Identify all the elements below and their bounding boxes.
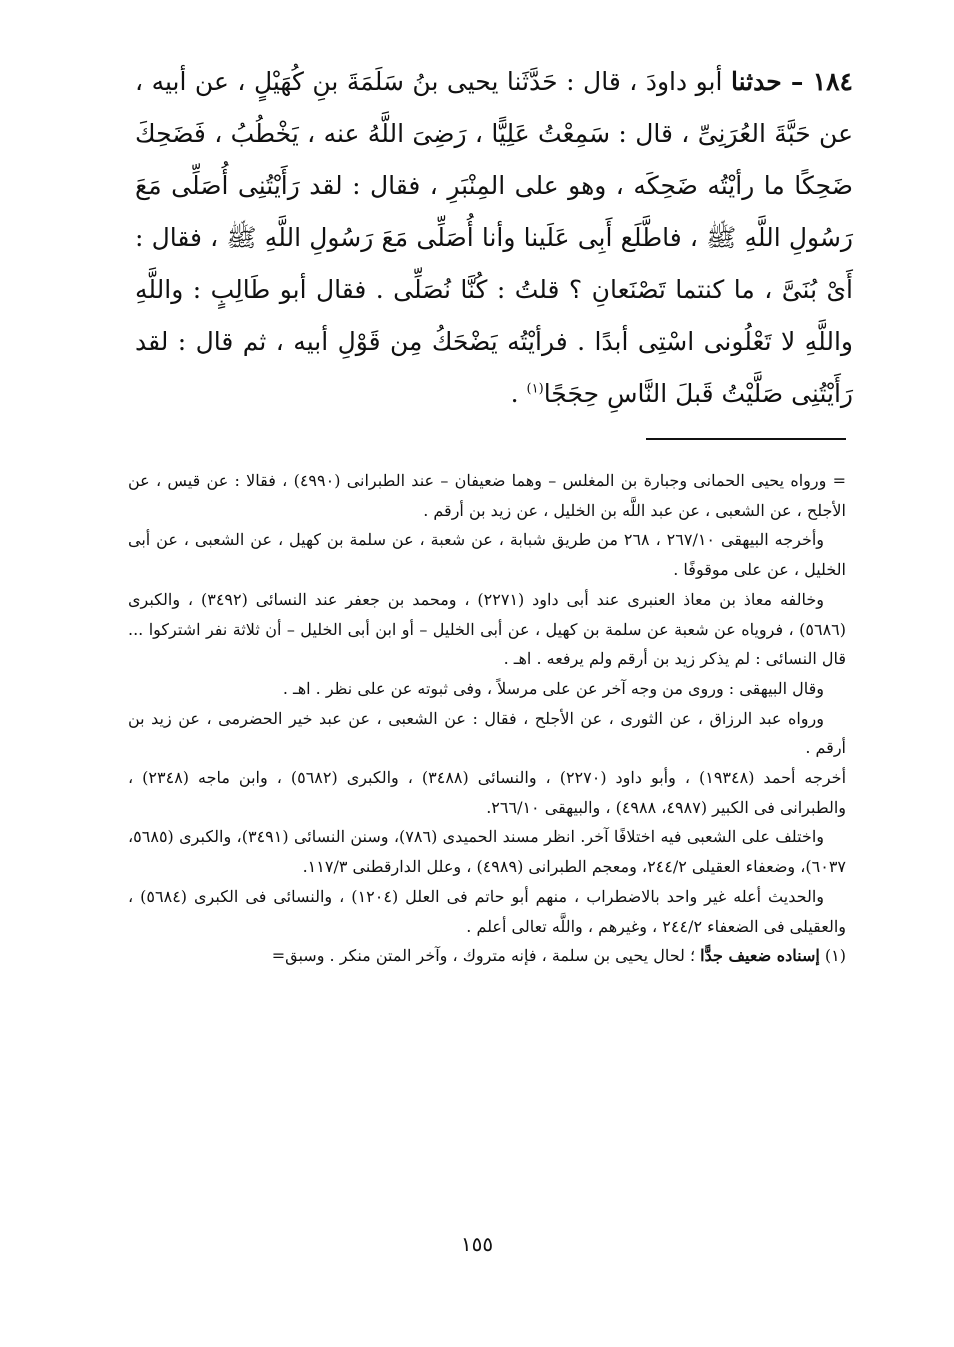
footnote-one [128,941,846,971]
footnote-paragraph: واختلف على الشعبى فيه اختلافًا آخر. انظر مسند الحميدى (٧٨٦)، وسنن النسائى (٣٤٩١)، والكبرى (٥٦٨٥، ٦٠٣٧)، وضعفاء العقيلى ٢٤٤/٢، ومعجم الطبرانى (٤٩٨٩) ، وعلل الدارقطنى ١١٧/٣. [128,827,846,877]
footnote-paragraph: والحديث أعله غير واحد بالاضطراب ، منهم أبو حاتم فى العلل (١٢٠٤) ، والنسائى فى الكبرى (٥٦٨٤) ، والعقيلى فى الضعفاء ٢٤٤/٢ ، وغيرهم ، واللَّه تعالى أعلم . [128,886,846,936]
footnote-paragraph: ورواه عبد الرزاق ، عن الثورى ، عن الأجلح ، فقال : عن الشعبى ، عن عبد خير الحضرمى ، عن زيد بن أرقم . [128,708,846,758]
hadith-number: ١٨٤ [812,67,853,96]
footnote-marker: (١) [526,381,544,397]
page-number: ١٥٥ [460,1232,494,1256]
hadith-text [135,56,853,420]
footnote-paragraph: وقال البيهقى : وروى من وجه آخر عن على مرسلاً ، وفى ثبوته عن على نظر . اهـ . [282,678,824,698]
footnote-paragraph: أخرجه أحمد (١٩٣٤٨) ، وأبو داود (٢٢٧٠) ، والنسائى (٣٤٨٨) ، والكبرى (٥٦٨٢) ، وابن ماجه (٢٣٤٨) ، والطبرانى فى الكبير (٤٩٨٧، ٤٩٨٨) ، والبيهقى ٢٦٦/١٠. [128,768,847,817]
footnote-paragraph: وخالفه معاذ بن معاذ العنبرى عند أبى داود (٢٢٧١) ، ومحمد بن جعفر عند النسائى (٣٤٩٢) ، والكبرى (٥٦٨٦) ، فروياه عن شعبة عن سلمة بن كهيل ، عن أبى الخليل – أو ابن أبى الخليل – أن ثلاثة نفر اشتركوا ... قال النسائى : لم يذكر زيد بن أرقم ولم يرفعه . اهـ . [128,589,846,669]
hadith-dash: – [781,67,813,96]
hadith-lead-word: حدثنا [730,67,782,96]
footnotes-section [128,466,846,971]
hadith-end: . [510,379,527,408]
footnote-paragraph: وأخرجه البيهقى ٢٦٧/١٠ ، ٢٦٨ من طريق شبابة ، عن شعبة ، عن سلمة بن كهيل ، عن الشعبى ، عن أبى الخليل ، عن على موقوفًا . [128,530,846,580]
hadith-paragraph [135,56,853,420]
footnote-one-grading: إسناده ضعيف جدًّا [700,946,820,966]
hadith-body: أبو داودَ ، قال : حَدَّثَنا يحيى بنُ سَلَمَةَ بنِ كُهَيْلٍ ، عن أبيه ، عن حَبَّةَ العُرَنِىِّ ، قال : سَمِعْتُ عَلِيًّا ، رَضِىَ اللَّهُ عنه ، يَخْطُبُ ، فَضَحِكَ ضَحِكًا ما رأيْتُه ضَحِكَه ، وهو على المِنْبَرِ ، فقال : لقد رَأَيْتُنِى أُصَلِّى مَعَ رَسُولِ اللَّهِ ﷺ ، فاطَّلَع أَبِى عَلَينا وأنا أُصَلِّى مَعَ رَسُولِ اللَّهِ ﷺ ، فقال : أَىْ بُنَىَّ ، ما كنتما تَصْنَعانِ ؟ قلتُ : كُنَّا نُصَلِّى . فقال أبو طَالِبٍ : واللَّهِ واللَّهِ لا تَعْلُونى اسْتِى أبدًا . فرأيْتُه يَضْحَكُ مِن قَوْلِ أبيه ، ثم قال : لقد رَأَيْتُنِى صَلَّيْتُ قَبلَ النَّاسِ حِجَجًا [135,67,853,408]
footnote-separator [646,438,846,440]
footnote-one-marker: (١) [824,946,846,966]
footnote-one-text: ؛ لحال يحيى بن سلمة ، فإنه متروك ، وآخر المتن منكر . وسبق= [271,946,701,966]
footnote-paragraph: = ورواه يحيى الحمانى وجبارة بن المغلس – وهما ضعيفان – عند الطبرانى (٤٩٩٠) ، فقالا : عن قيس ، عن الأجلح ، عن الشعبى ، عن عبد اللَّه بن الخليل ، عن زيد بن أرقم . [128,471,846,520]
